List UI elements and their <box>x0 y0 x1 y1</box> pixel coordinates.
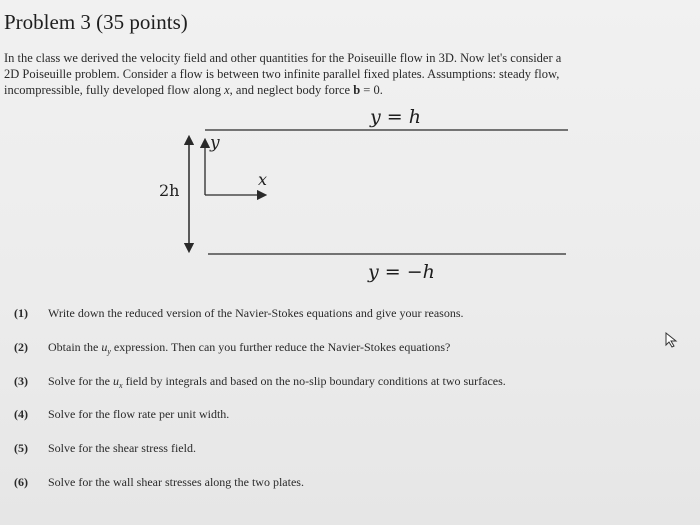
question-item <box>14 340 450 356</box>
intro-line-1: In the class we derived the velocity field and other quantities for the Poiseuille flow in 3D. Now let's consider a <box>4 51 562 65</box>
question-number: (6) <box>14 475 28 489</box>
x-axis-label: x <box>258 170 268 189</box>
velocity-variable: u <box>113 374 119 388</box>
bottom-plate-label: y = −h <box>368 261 435 283</box>
velocity-subscript: y <box>107 347 111 356</box>
question-item <box>14 374 506 390</box>
question-number: (2) <box>14 340 28 354</box>
question-text: Solve for the shear stress field. <box>48 441 196 455</box>
question-number: (5) <box>14 441 28 455</box>
y-axis-label: y <box>210 133 220 153</box>
question-text-pre: Solve for the <box>48 374 113 388</box>
question-number: (1) <box>14 306 28 320</box>
velocity-variable: u <box>101 340 108 354</box>
velocity-subscript: x <box>119 381 123 390</box>
question-text: Solve for the wall shear stresses along the two plates. <box>48 475 304 489</box>
question-text: Write down the reduced version of the Navier-Stokes equations and give your reasons. <box>48 306 464 320</box>
question-item <box>14 441 196 456</box>
question-item <box>14 306 464 321</box>
intro-body-force: b <box>353 83 361 97</box>
intro-line-2: 2D Poiseuille problem. Consider a flow is between two infinite parallel fixed plates. Assumptions: steady flow, <box>4 67 560 81</box>
intro-line-3-a: incompressible, fully developed flow along <box>4 83 225 97</box>
question-text-post: field by integrals and based on the no-slip boundary conditions at two surfaces. <box>122 374 506 388</box>
question-number: (3) <box>14 374 28 388</box>
mouse-pointer-icon <box>664 331 680 349</box>
question-text-post: expression. Then can you further reduce the Navier-Stokes equations? <box>110 340 451 354</box>
gap-label: 2h <box>159 181 180 200</box>
question-item <box>14 407 229 422</box>
question-item <box>14 475 304 490</box>
question-text: Solve for the flow rate per unit width. <box>48 407 230 421</box>
intro-x-variable: x <box>224 83 230 97</box>
intro-line-3-b: , and neglect body force <box>229 83 354 97</box>
question-number: (4) <box>14 407 28 421</box>
question-text-pre: Obtain the <box>48 340 102 354</box>
problem-title: Problem 3 (35 points) <box>4 10 188 34</box>
intro-line-3-c: = 0. <box>360 83 383 97</box>
top-plate-label: y = h <box>370 106 421 128</box>
